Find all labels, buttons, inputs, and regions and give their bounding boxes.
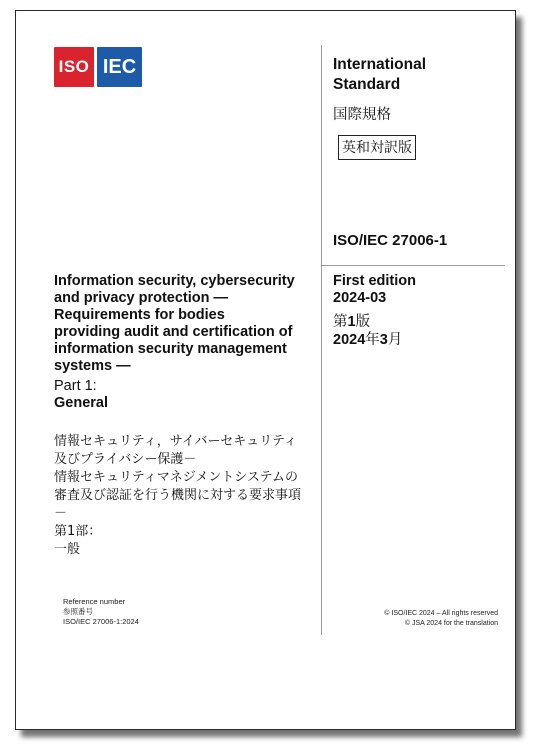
title-line-ja: － — [54, 506, 68, 521]
title-line: providing audit and certification of — [54, 324, 293, 340]
iso-logo: ISO — [54, 47, 94, 87]
copyright-line: © ISO/IEC 2024 – All rights reserved — [384, 610, 498, 617]
iec-logo: IEC — [97, 47, 142, 87]
title-line: information security management — [54, 341, 287, 357]
copyright-block — [336, 609, 498, 628]
title-line-ja: 情報セキュリティ，サイバーセキュリティ — [54, 434, 297, 449]
edition-en — [333, 273, 416, 307]
title-line: and privacy protection — — [54, 290, 229, 306]
horizontal-divider — [322, 265, 505, 266]
title-line: Requirements for bodies — [54, 307, 225, 323]
reference-number: ISO/IEC 27006-1:2024 — [63, 617, 139, 626]
title-line-ja: 審査及び認証を行う機関に対する要求事項 — [54, 488, 302, 503]
document-title-ja — [54, 433, 316, 523]
edition-date: 2024-03 — [333, 290, 387, 306]
translation-badge: 英和対訳版 — [338, 135, 416, 160]
standard-type-line1: International — [333, 56, 427, 73]
part-title-ja: 一般 — [54, 542, 81, 557]
title-line-ja: 情報セキュリティマネジメントシステムの — [54, 470, 299, 485]
edition-ja — [333, 313, 402, 349]
title-line-ja: 及びプライバシー保護－ — [54, 452, 197, 467]
standard-number: ISO/IEC 27006-1 — [333, 232, 448, 249]
part-ja — [54, 523, 101, 559]
vertical-divider — [321, 45, 322, 635]
copyright-line: © JSA 2024 for the translation — [404, 619, 498, 627]
part-title-en: General — [54, 395, 108, 411]
standard-type-line2: Standard — [333, 76, 401, 93]
document-cover-page — [15, 10, 516, 730]
part-label-ja: 第1部： — [54, 524, 102, 539]
title-line: systems — — [54, 358, 131, 374]
part-label-en: Part 1: — [54, 378, 97, 394]
document-title-en — [54, 273, 316, 375]
reference-label-en: Reference number — [63, 597, 126, 606]
standard-type-ja: 国際規格 — [333, 107, 391, 123]
edition-number-ja: 第1版 — [333, 314, 371, 330]
title-line: Information security, cybersecurity — [54, 273, 295, 289]
edition-date-ja: 2024年3月 — [333, 332, 403, 348]
reference-label-ja: 参照番号 — [63, 607, 93, 616]
reference-number-block — [63, 597, 139, 627]
standard-type-en — [333, 55, 483, 95]
edition-label: First edition — [333, 273, 416, 289]
